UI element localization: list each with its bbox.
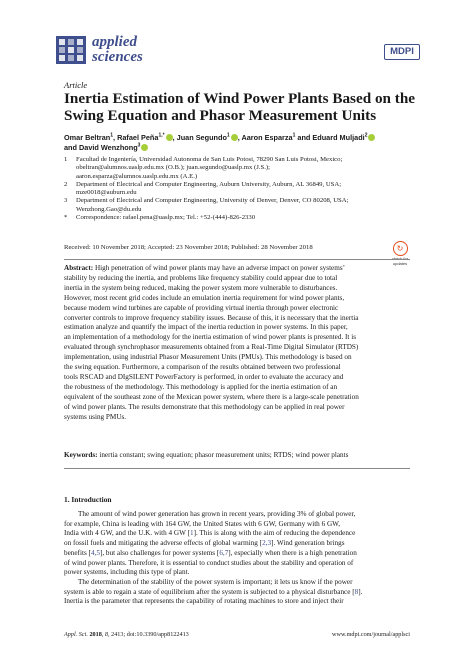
affiliation-number: * [64,214,68,222]
author-affil-sup: 1 [110,132,114,139]
abstract-line: equivalent of the southeast zone of the Mexican power system, where there is a large-scale penetration [64,392,359,401]
body-line [64,539,410,549]
journal-url[interactable]: www.mdpi.com/journal/applsci [332,631,410,638]
orcid-icon[interactable] [141,144,148,151]
abstract [64,264,410,423]
affiliation-line[interactable]: Wenzhong.Gao@du.edu [76,205,142,213]
mdpi-logo [384,44,420,60]
body-text-span: ]. [358,587,363,596]
body-line [64,588,410,598]
author-affil-sup: 1,* [158,132,165,139]
author-name: , Juan Segundo [172,133,227,142]
abstract-line: systems using PMUs. [64,412,127,421]
article-type: Article [64,80,88,90]
author-affil-sup: 1 [226,132,230,139]
author-list [64,133,424,153]
body-line: Inertia is the parameter that represents the capability of rotating machines to store and inject their [64,597,344,606]
correspondence-line[interactable]: Correspondence: rafael.pena@uaslp.mx; Tel.: +52-(444)-826-2330 [76,214,256,222]
affiliation-line[interactable]: aaron.esparza@alumnos.uaslp.edu.mx (A.E.) [76,172,198,180]
author-name: and Eduard Muljadi [295,133,365,142]
keywords [64,451,348,459]
affiliation-line[interactable]: obeltran@alumnos.uaslp.edu.mx (O.B.); juan.segundo@uaslp.mx (J.S.); [76,164,270,172]
abstract-line: of wind power plants. The results demonstrate that this methodology can be applied in real power [64,402,345,411]
author-name: and David Wenzhong [64,143,138,152]
abstract-line: implementation, using industrial Phasor Measurement Units (PMUs). This methodology is based on [64,353,352,362]
check-for-updates-badge[interactable] [386,241,414,266]
keywords-text: inertia constant; swing equation; phasor measurement units; RTDS; wind power plants [97,451,349,459]
citation-link[interactable]: 2,3 [262,539,272,548]
body-text-span: India with 4 GW, and the U.K. with 4 GW [ [64,529,190,538]
abstract-line: the robustness of the methodology. This methodology is applied for the inertia estimation of an [64,382,338,391]
body-text [64,510,410,607]
abstract-line: estimation analyze and quantify the impact of the inertia reduction in power systems. In this paper, [64,323,348,332]
affiliation-number: 1 [64,156,68,163]
body-line: of wind power plants. Therefore, it is essential to conduct studies about the stability and operation of [64,558,354,567]
orcid-icon[interactable] [368,134,375,141]
affiliation-line: Department of Electrical and Computer Engineering, University of Denver, Denver, CO 80208, USA; [76,197,349,205]
affiliation-item [64,156,364,181]
volume: , 8 [101,631,108,638]
abstract-line: stability by reducing the inertia, and problems like frequency stability could appear due to total [64,273,338,282]
affiliation-number: 2 [64,180,68,188]
publication-year: 2018 [87,631,102,638]
abstract-line: inertia in the system being reduced, making the power system more vulnerable to disturbances. [64,283,338,292]
body-line: for example, China is leading with 164 GW, the United States with 6 GW, Germany with 6 GW, [64,519,341,528]
author-name: Omar Beltran [64,133,111,142]
affiliation-line: Department of Electrical and Computer Engineering, Auburn University, Auburn, AL 36849, USA; [76,180,342,188]
journal-name-line2: sciences [92,49,143,65]
abstract-line: tools RSCAD and DIgSILENT PowerFactory is performed, in order to evaluate the accuracy and [64,372,344,381]
citation-link[interactable]: 8 [354,587,359,596]
body-text-span: on fossil fuels and mitigating the adverse effects of global warming [ [64,539,263,548]
affiliation-line[interactable]: mze0018@auburn.edu [76,189,137,197]
citation-link[interactable]: 6,7 [219,548,229,557]
author-line-2 [64,143,424,153]
author-name: , Rafael Peña [113,133,159,142]
publication-dates: Received: 10 November 2018; Accepted: 23 November 2018; Published: 28 November 2018 [64,244,313,251]
doi-text[interactable]: , 2413; doi:10.3390/app8122413 [108,631,189,638]
divider [64,468,410,469]
abstract-line: the swing equation. Furthermore, a comparison of the results obtained between two professional [64,363,341,372]
citation-info [64,631,189,638]
author-name: , Aaron Esparza [237,133,293,142]
body-text-span: ]. This is along with the aim of reducing the dependence [193,529,356,538]
abstract-label: Abstract: [64,264,94,272]
divider [64,259,410,260]
publisher-name: MDPI [390,46,414,57]
refresh-icon: ↻ [393,241,408,256]
body-line: The determination of the stability of the power system is important; it lets us know if the power [78,577,353,586]
body-text-span: benefits [ [64,548,91,557]
body-line: power systems, including this type of plant. [64,568,190,577]
author-affil-sup: 1 [292,132,296,139]
abstract-line: High penetration of wind power plants may have an adverse impact on power systems’ [93,264,346,272]
paper-title: Inertia Estimation of Wind Power Plants Based on the Swing Equation and Phasor Measurement Units [64,90,416,124]
correspondence-item [64,214,364,222]
affiliation-item [64,181,364,198]
abstract-line: evaluated through synchrophasor measurements obtained from a Real-Time Digital Simulator (RTDS) [64,343,359,352]
author-line-1 [64,133,424,143]
abstract-line: However, most recent grid codes include an emulation inertia requirement for wind power plants, [64,293,345,302]
author-affil-sup: 3 [137,142,141,149]
affiliations [64,156,364,222]
keywords-label: Keywords: [64,451,98,459]
updates-label: updates [392,260,408,266]
abstract-line: an implementation of a methodology for the inertia estimation of wind power plants is presented. It is [64,333,357,342]
orcid-icon[interactable] [231,134,238,141]
citation-link[interactable]: 1 [189,529,194,538]
updates-label: check for [391,256,409,261]
journal-abbreviation: Appl. Sci. [64,631,88,638]
citation-link[interactable]: 4,5 [90,548,100,557]
section-heading: 1. Introduction [64,495,112,504]
body-text-span: ]. Wind generation brings [271,539,345,548]
journal-name-line1: applied [92,34,137,50]
journal-logo-icon [56,36,86,64]
body-text-span: system is able to regain a state of equilibrium after the system is subjected to a physical disturbance [ [64,587,355,596]
affiliation-line: Facultad de Ingeniería, Universidad Autonoma de San Luis Potosi, 78290 San Luis Potosi, Mexico; [76,156,343,163]
affiliation-number: 3 [64,197,68,205]
body-line [64,529,410,539]
abstract-line: converter controls to improve frequency stability issues. Because of this, it is necessary that the inertia [64,313,359,322]
abstract-line: because modern wind turbines are capable of providing virtual inertia through power electronic [64,303,339,312]
body-text-span: ], especially when there is a high penetration [228,548,357,557]
author-affil-sup: 2 [364,132,368,139]
body-line: The amount of wind power generation has grown in recent years, providing 3% of global power, [78,510,356,518]
journal-name [92,35,143,65]
body-line [64,549,410,559]
affiliation-item [64,197,364,214]
body-text-span: ], but also challenges for power systems [ [99,548,220,557]
orcid-icon[interactable] [166,134,173,141]
